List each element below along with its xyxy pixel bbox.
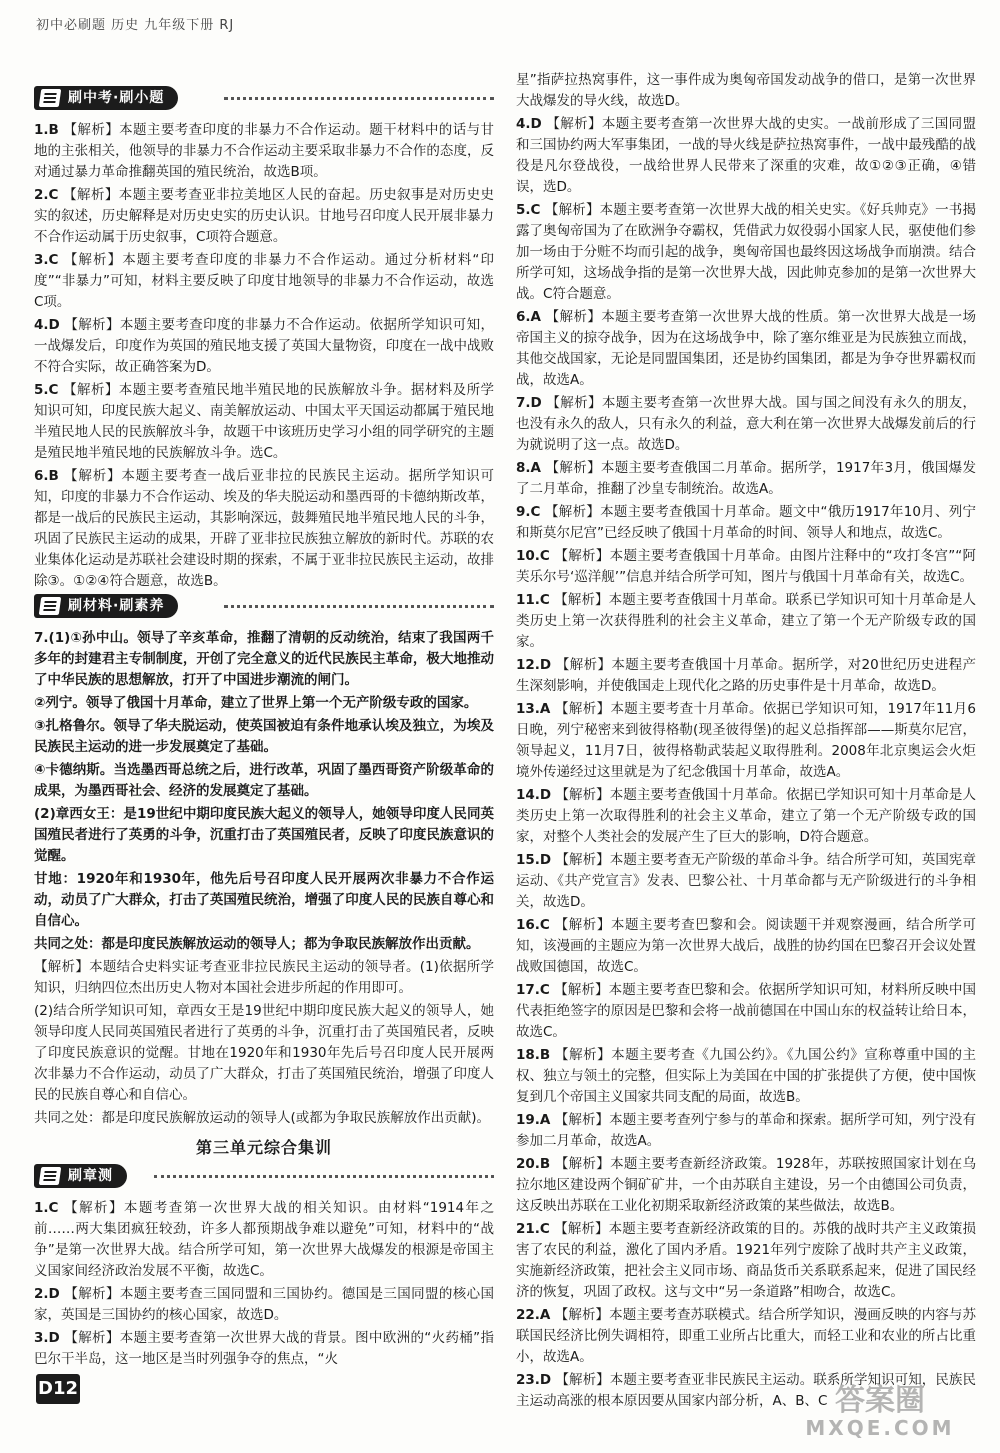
banner-material bbox=[34, 594, 494, 622]
right-column bbox=[516, 70, 976, 1414]
item-text: 【解析】本题主要考查三国同盟和三国协约。德国是三国同盟的核心国家，英国是三国协约的核心国家，故选D。 bbox=[34, 1286, 495, 1323]
item-text: 【解析】本题主要考查殖民地半殖民地的民族解放斗争。据材料及所学知识可知，印度民族大起义、南美解放运动、中国太平天国运动都属于殖民地半殖民地人民的民族解放斗争，故题干中该班历史学习小组的同学研究的主题是殖民地半殖民地的民族解放斗争。选C。 bbox=[34, 382, 494, 461]
watermark-text: 答案圈 bbox=[835, 1383, 925, 1418]
item-text: 【解析】本题主要考查新经济政策的目的。苏俄的战时共产主义政策损害了农民的利益，激化了国内矛盾。1921年列宁废除了战时共产主义政策，实施新经济政策，把社会主义同市场、商品货币关系联系起来，促进了国民经济的恢复，巩固了政权。这与文中“另一条道路”相吻合，故选C。 bbox=[516, 1221, 976, 1300]
answer-item bbox=[516, 546, 976, 588]
q7-a3: ③扎格鲁尔。领导了华夫脱运动，使英国被迫有条件地承认埃及独立，为埃及民族民主运动的进一步发展奠定了基础。 bbox=[34, 718, 494, 755]
banner-title: 刷材料·刷素养 bbox=[68, 598, 165, 614]
answer-item bbox=[516, 915, 976, 978]
answer-item bbox=[516, 850, 976, 913]
item-text: 【解析】本题主要考查巴黎和会。阅读题干并观察漫画，结合所学可知，该漫画的主题应为第一次世界大战后，战胜的协约国在巴黎召开会议处置战败国德国，故选C。 bbox=[516, 917, 976, 975]
book-icon bbox=[39, 89, 62, 107]
item-text: 【解析】本题主要考查苏联模式。结合所学知识，漫画反映的内容与苏联国民经济比例失调相符，即重工业所占比重大，而轻工业和农业的所占比重小，故选A。 bbox=[516, 1307, 977, 1365]
dotted-rule bbox=[224, 97, 494, 100]
dotted-rule bbox=[154, 1175, 494, 1178]
dotted-rule bbox=[224, 605, 494, 608]
item-text: 【解析】本题主要考查印度的非暴力不合作运动。题干材料中的话与甘地的主张相关，他领导的非暴力不合作运动主要采取非暴力不合作的态度，反对通过暴力革命推翻英国的殖民统治，故选B项。 bbox=[34, 122, 495, 180]
answer-list-chapter bbox=[34, 1198, 494, 1370]
item-number: 7.D bbox=[516, 395, 542, 411]
item-number: 5.C bbox=[34, 382, 59, 398]
item-number: 5.C bbox=[516, 202, 541, 218]
banner-title: 刷中考·刷小题 bbox=[68, 90, 165, 106]
item-text: 【解析】本题主要考查第一次世界大战的相关史实。《好兵帅克》一书揭露了奥匈帝国为了在欧洲争夺霸权，凭借武力奴役弱小国家人民，驱使他们参加一场由于分赃不均而引起的战争，奥匈帝国也最终因这场战争而崩溃。结合所学可知，这场战争指的是第一次世界大战，因此帅克参加的是第一次世界大战。C符合题意。 bbox=[516, 202, 976, 302]
item-number: 3.C bbox=[34, 252, 59, 268]
item-text: 【解析】本题主要考查俄国十月革命。依据已学知识可知十月革命是人类历史上第一次取得胜利的社会主义革命，建立了第一个无产阶级专政的国家，对整个人类社会的发展产生了巨大的影响，D符合题意。 bbox=[516, 787, 976, 845]
answer-item bbox=[34, 1198, 494, 1282]
answer-item bbox=[34, 1328, 494, 1370]
item-text: 【解析】本题主要考查十月革命。依据已学知识可知，1917年11月6日晚，列宁秘密来到彼得格勒(现圣彼得堡)的起义总指挥部——斯莫尔尼宫，领导起义，11月7日，彼得格勒武装起义取得胜利。2008年北京奥运会火炬境外传递经过这里就是为了纪念俄国十月革命，故选A。 bbox=[516, 701, 977, 780]
item-number: 9.C bbox=[516, 504, 541, 520]
item-text: 【解析】本题主要考查巴黎和会。依据所学知识可知，材料所反映中国代表拒绝签字的原因是巴黎和会将一战前德国在中国山东的权益转让给日本，故选C。 bbox=[516, 982, 976, 1040]
watermark-logo bbox=[780, 1385, 980, 1445]
answer-item bbox=[516, 1045, 976, 1108]
q7-a4: ④卡德纳斯。当选墨西哥总统之后，进行改革，巩固了墨西哥资产阶级革命的成果，为墨西哥社会、经济的发展奠定了基础。 bbox=[34, 762, 494, 799]
item-text: 【解析】本题主要考查俄国十月革命。联系已学知识可知十月革命是人类历史上第一次获得胜利的社会主义革命，建立了第一个无产阶级专政的国家。 bbox=[516, 592, 976, 650]
left-column bbox=[34, 86, 494, 1372]
item-number: 14.D bbox=[516, 787, 552, 803]
item-number: 19.A bbox=[516, 1112, 551, 1128]
answer-item bbox=[34, 185, 494, 248]
banner-pill bbox=[34, 594, 178, 618]
answer-item bbox=[516, 502, 976, 544]
item-number: 13.A bbox=[516, 701, 551, 717]
item-number: 6.B bbox=[34, 468, 59, 484]
item-number: 10.C bbox=[516, 548, 550, 564]
item-text: 【解析】本题主要考查俄国十月革命。题文中“俄历1917年10月、列宁和斯莫尔尼宫”已经反映了俄国十月革命的时间、领导人和地点，故选C。 bbox=[516, 504, 977, 541]
running-header: 初中必刷题 历史 九年级下册 RJ bbox=[36, 18, 235, 33]
item-number: 20.B bbox=[516, 1156, 551, 1172]
answer-item bbox=[516, 307, 976, 391]
q7-a7: 共同之处：都是印度民族解放运动的领导人；都为争取民族解放作出贡献。 bbox=[34, 936, 480, 952]
answer-item bbox=[516, 393, 976, 456]
banner-small-questions bbox=[34, 86, 494, 114]
answer-item bbox=[516, 655, 976, 697]
item-number: 4.D bbox=[516, 116, 542, 132]
item-text: 【解析】本题考查第一次世界大战的相关知识。由材料“1914年之前……两大集团疯狂较劲，许多人都预期战争难以避免”可知，材料中的“战争”是第一次世界大战。结合所学可知，第一次世界大战爆发的根源是帝国主义国家间经济政治发展不平衡，故选C。 bbox=[34, 1200, 494, 1279]
item-number: 23.D bbox=[516, 1372, 552, 1388]
item-text: 【解析】本题主要考查新经济政策。1928年，苏联按照国家计划在乌拉尔地区建设两个铜矿矿井，一个由苏联自主建设，另一个由德国公司负责，这反映出苏联在工业化初期采取新经济政策的某些做法，故选B。 bbox=[516, 1156, 976, 1214]
answer-item bbox=[34, 120, 494, 183]
item-number: 21.C bbox=[516, 1221, 550, 1237]
answer-item bbox=[516, 1154, 976, 1217]
item-text: 【解析】本题主要考查第一次世界大战的史实。一战前形成了三国同盟和三国协约两大军事集团，一战的导火线是萨拉热窝事件，一战中最残酷的战役是凡尔登战役，一战给世界人民带来了深重的灾难，故①②③正确，④错误，选D。 bbox=[516, 116, 977, 195]
answer-item bbox=[34, 466, 494, 592]
item-text: 【解析】本题主要考查列宁参与的革命和探索。据所学可知，列宁没有参加二月革命，故选A。 bbox=[516, 1112, 977, 1149]
answer-item bbox=[516, 590, 976, 653]
answer-item bbox=[34, 250, 494, 313]
q7-a1: (1)①孙中山。领导了辛亥革命，推翻了清朝的反动统治，结束了我国两千多年的封建君主专制制度，开创了完全意义的近代民族民主革命，极大地推动了中华民族的思想解放，打开了中国进步潮流的闸门。 bbox=[34, 630, 494, 688]
item-number: 8.A bbox=[516, 460, 541, 476]
item-number: 16.C bbox=[516, 917, 550, 933]
answer-item bbox=[516, 200, 976, 305]
answer-list-right bbox=[516, 70, 976, 1412]
q7-e2: (2)结合所学知识可知，章西女王是19世纪中期印度民族大起义的领导人，她领导印度人民同英国殖民者进行了英勇的斗争，沉重打击了英国殖民者，反映了印度民族意识的觉醒。甘地在1920年和1930年先后号召印度人民开展两次非暴力不合作运动，动员了广大群众，打击了英国殖民统治，增强了印度人民的民族自尊心和自信心。 bbox=[34, 1003, 494, 1103]
answer-item bbox=[516, 70, 976, 112]
answer-item bbox=[516, 114, 976, 198]
item-text: 【解析】本题主要考查第一次世界大战。国与国之间没有永久的朋友，也没有永久的敌人，只有永久的利益，意大利在第一次世界大战爆发前后的行为就说明了这一点。故选D。 bbox=[516, 395, 977, 453]
item-number: 17.C bbox=[516, 982, 550, 998]
item-number: 1.B bbox=[34, 122, 59, 138]
item-text: 【解析】本题主要考查印度的非暴力不合作运动。依据所学知识可知，一战爆发后，印度作为英国的殖民地支援了英国大量物资，印度在一战中战败不符合实际，故正确答案为D。 bbox=[34, 317, 495, 375]
item-text: 【解析】本题主要考查《九国公约》。《九国公约》宣称尊重中国的主权、独立与领土的完整，但实际上为美国在中国的扩张提供了方便，使中国恢复到几个帝国主义国家共同支配的局面，故选B。 bbox=[516, 1047, 976, 1105]
item-text: 【解析】本题主要考查俄国二月革命。据所学，1917年3月，俄国爆发了二月革命，推翻了沙皇专制统治。故选A。 bbox=[516, 460, 976, 497]
item-text: 星”指萨拉热窝事件，这一事件成为奥匈帝国发动战争的借口，是第一次世界大战爆发的导火线，故选D。 bbox=[516, 72, 976, 109]
answer-item bbox=[34, 380, 494, 464]
answer-item bbox=[34, 1284, 494, 1326]
item-number: 1.C bbox=[34, 1200, 59, 1216]
q7-a5: (2)章西女王：是19世纪中期印度民族大起义的领导人，她领导印度人民同英国殖民者进行了英勇的斗争，沉重打击了英国殖民者，反映了印度民族意识的觉醒。 bbox=[34, 806, 494, 864]
item-text: 【解析】本题主要考查俄国十月革命。由图片注释中的“攻打冬宫”“阿芙乐尔号‘巡洋舰’”信息并结合所学可知，图片与俄国十月革命有关，故选C。 bbox=[516, 548, 977, 585]
book-icon bbox=[39, 597, 62, 615]
banner-title: 刷章测 bbox=[68, 1168, 113, 1184]
item-number: 2.C bbox=[34, 187, 59, 203]
page-number: D12 bbox=[36, 1374, 80, 1404]
item-text: 【解析】本题主要考查一战后亚非拉的民族民主运动。据所学知识可知，印度的非暴力不合作运动、埃及的华夫脱运动和墨西哥的卡德纳斯改革，都是一战后的民族民主运动，其影响深远，鼓舞殖民地半殖民地人民的斗争，巩固了民族民主运动的成果，开辟了亚非拉民族独立解放的新时代。苏联的农业集体化运动是苏联社会建设时期的探索，不属于亚非拉民族民主运动，故排除③。①②④符合题意，故选B。 bbox=[34, 468, 494, 589]
answer-item bbox=[516, 699, 976, 783]
section-title: 第三单元综合集训 bbox=[195, 1138, 332, 1157]
answer-item bbox=[516, 1305, 976, 1368]
item-number: 11.C bbox=[516, 592, 550, 608]
answer-item bbox=[516, 458, 976, 500]
item-text: 【解析】本题主要考查亚非民族民主运动。联系所学知识可知，民族民主运动高涨的根本原因要从国家内部分析，A、B、C bbox=[516, 1372, 976, 1409]
answer-item bbox=[516, 1110, 976, 1152]
q7-a6: 甘地：1920年和1930年，他先后号召印度人民开展两次非暴力不合作运动，动员了广大群众，打击了英国殖民统治，增强了印度人民的民族自尊心和自信心。 bbox=[34, 871, 494, 929]
item-number: 4.D bbox=[34, 317, 60, 333]
answer-item bbox=[516, 1219, 976, 1303]
item-text: 【解析】本题主要考查无产阶级的革命斗争。结合所学可知，英国宪章运动、《共产党宣言》发表、巴黎公社、十月革命都与无产阶级进行的斗争相关，故选D。 bbox=[516, 852, 976, 910]
q7-e1: 【解析】本题结合史料实证考查亚非拉民族民主运动的领导者。(1)依据所学知识，归纳四位杰出历史人物对本国社会进步所起的作用即可。 bbox=[34, 959, 494, 996]
item-text: 【解析】本题主要考查俄国十月革命。据所学，对20世纪历史进程产生深刻影响，并使俄国走上现代化之路的历史事件是十月革命，故选D。 bbox=[516, 657, 976, 694]
item-text: 【解析】本题主要考查印度的非暴力不合作运动。通过分析材料“印度”“非暴力”可知，材料主要反映了印度甘地领导的非暴力不合作运动，故选C项。 bbox=[34, 252, 494, 310]
item-number: 2.D bbox=[34, 1286, 60, 1302]
item-number: 12.D bbox=[516, 657, 552, 673]
banner-chapter-test bbox=[34, 1164, 494, 1192]
item-text: 【解析】本题主要考查亚非拉美地区人民的奋起。历史叙事是对历史史实的叙述，历史解释是对历史史实的历史认识。甘地号召印度人民开展非暴力不合作运动属于历史叙事，C项符合题意。 bbox=[34, 187, 494, 245]
q7-a2: ②列宁。领导了俄国十月革命，建立了世界上第一个无产阶级专政的国家。 bbox=[34, 695, 478, 711]
book-icon bbox=[39, 1167, 62, 1185]
q7-e3: 共同之处：都是印度民族解放运动的领导人(或都为争取民族解放作出贡献)。 bbox=[34, 1110, 491, 1126]
banner-pill bbox=[34, 1164, 127, 1188]
answer-list-small bbox=[34, 120, 494, 592]
answer-item bbox=[34, 315, 494, 378]
item-number: 3.D bbox=[34, 1330, 60, 1346]
item-number: 7. bbox=[34, 630, 49, 646]
item-number: 6.A bbox=[516, 309, 541, 325]
answer-item bbox=[516, 980, 976, 1043]
item-text: 【解析】本题主要考查第一次世界大战的性质。第一次世界大战是一场帝国主义的掠夺战争，因为在这场战争中，除了塞尔维亚是为民族独立而战，其他交战国家，无论是同盟国集团，还是协约国集团，都是为争夺世界霸权而战，故选A。 bbox=[516, 309, 976, 388]
answer-item bbox=[516, 785, 976, 848]
q7-answer bbox=[34, 628, 494, 691]
item-number: 15.D bbox=[516, 852, 552, 868]
watermark-url: MXQE.COM bbox=[805, 1416, 955, 1440]
banner-pill bbox=[34, 86, 178, 110]
item-text: 【解析】本题主要考查第一次世界大战的背景。图中欧洲的“火药桶”指巴尔干半岛，这一地区是当时列强争夺的焦点，“火 bbox=[34, 1330, 494, 1367]
item-number: 22.A bbox=[516, 1307, 551, 1323]
item-number: 18.B bbox=[516, 1047, 551, 1063]
